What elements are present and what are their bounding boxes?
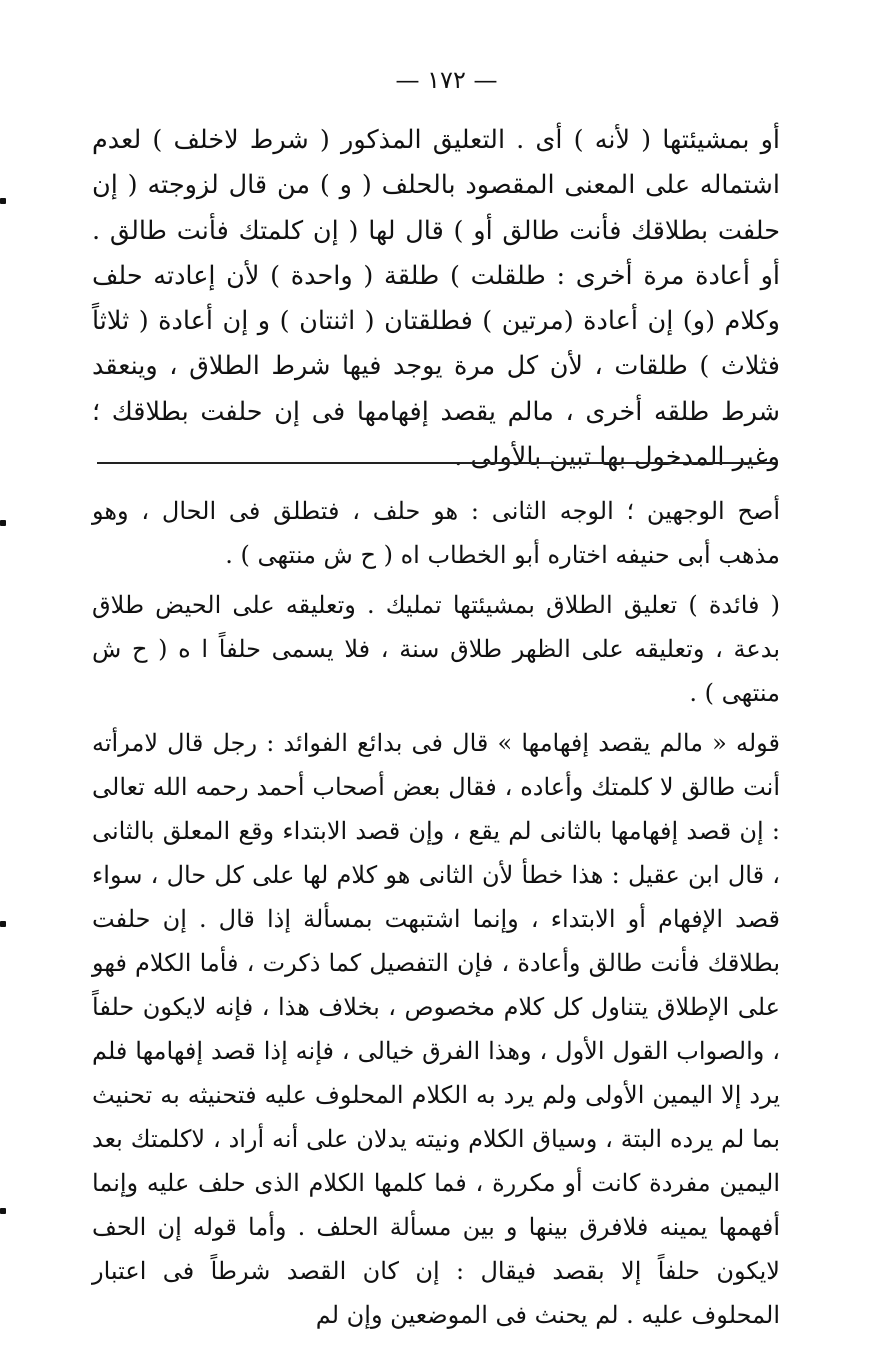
main-text <box>92 118 780 480</box>
margin-mark <box>0 198 6 204</box>
commentary-block-3: قوله « مالم يقصد إفهامها » قال فى بدائع الفوائد : رجل قال لامرأته أنت طالق لا كلمتك وأعاده ، فقال بعض أصحاب أحمد رحمه الله تعالى : إن قصد إفهامها بالثانى لم يقع ، وإن قصد الابتداء وقع المعلق بالثانى ، قال ابن عقيل : هذا خطأ لأن الثانى هو كلام لها على كل حال ، سواء قصد الإفهام أو الابتداء ، وإنما اشتبهت بمسألة إذا قال . إن حلفت بطلاقك فأنت طالق وأعادة ، فإن التفصيل كما ذكرت ، فأما الكلام فهو على الإطلاق يتناول كل كلام مخصوص ، بخلاف هذا ، فإنه لايكون حلفاً ، والصواب القول الأول ، وهذا الفرق خيالى ، فإنه إذا قصد إفهامها فلم يرد إلا اليمين الأولى ولم يرد به الكلام المحلوف عليه فتحنيثه به تحنيث بما لم يرده البتة ، وسياق الكلام ونيته يدلان على أنه أراد ، لاكلمتك بعد اليمين مفردة كانت أو مكررة ، فما كلمها الكلام الذى حلف عليه وإنما أفهمها يمينه فلافرق بينها و بين مسألة الحلف . وأما قوله إن الحف لايكون حلفاً إلا بقصد فيقال : إن كان القصد شرطاً فى اعتبار المحلوف عليه . لم يحنث فى الموضعين وإن لم <box>92 729 780 1329</box>
commentary-block-2: ( فائدة ) تعليق الطلاق بمشيئتها تمليك . وتعليقه على الحيض طلاق بدعة ، وتعليقه على الظهر طلاق سنة ، فلا يسمى حلفاً ا ه ( ح ش منتهى ) . <box>92 591 781 707</box>
footnote-divider <box>97 462 776 464</box>
main-paragraph: أو بمشيئتها ( لأنه ) أى . التعليق المذكور ( شرط لاخلف ) لعدم اشتماله على المعنى المقصود بالحلف ( و ) من قال لزوجته ( إن حلفت بطلاقك فأنت طالق أو ) قال لها ( إن كلمتك فأنت طالق . أو أعادة مرة أخرى : طلقلت ) طلقة ( واحدة ) لأن إعادته حلف وكلام (و) إن أعادة (مرتين ) فطلقتان ( اثنتان ) و إن أعادة ( ثلاثاً فثلاث ) طلقات ، لأن كل مرة يوجد فيها شرط الطلاق ، وينعقد شرط طلقه أخرى ، مالم يقصد إفهامها فى إن حلفت بطلاقك ؛ وغير المدخول بها تبين بالأولى . <box>92 125 780 473</box>
commentary-block-1: أصح الوجهين ؛ الوجه الثانى : هو حلف ، فتطلق فى الحال ، وهو مذهب أبى حنيفه اختاره أبو الخطاب اه ( ح ش منتهى ) . <box>92 497 780 569</box>
page-number: — ١٧٢ — <box>395 66 498 94</box>
margin-mark <box>0 921 6 927</box>
margin-mark <box>0 1208 6 1214</box>
commentary-section <box>92 489 780 1337</box>
margin-mark <box>0 520 6 526</box>
